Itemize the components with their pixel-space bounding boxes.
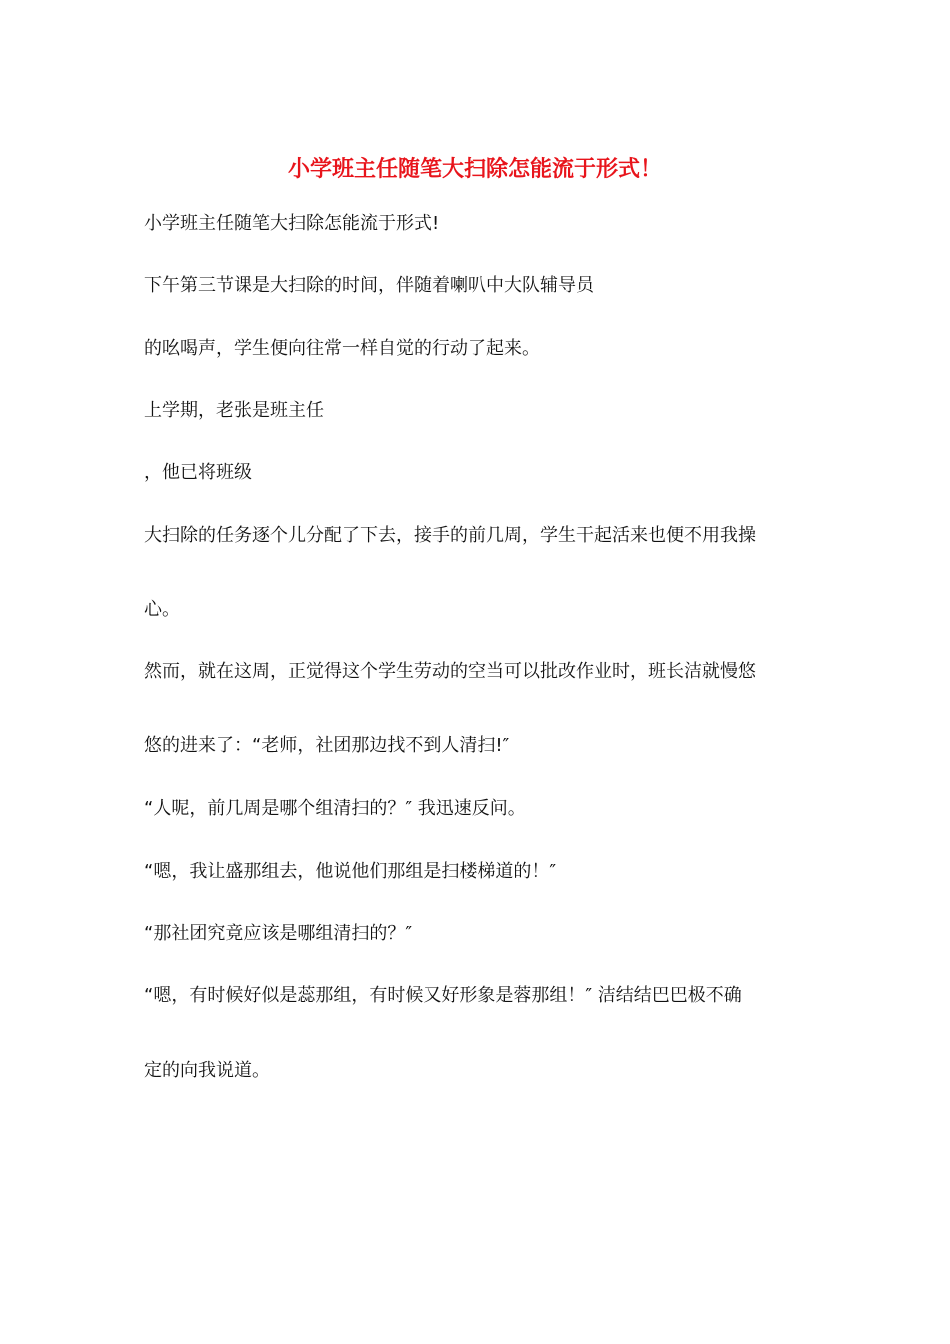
paragraph-line: 定的向我说道。 (144, 1060, 270, 1081)
paragraph-line: “那社团究竟应该是哪组清扫的？″ (144, 923, 413, 944)
paragraph-line: “人呢，前几周是哪个组清扫的？″ 我迅速反问。 (144, 798, 526, 819)
paragraph-line: 的吆喝声，学生便向往常一样自觉的行动了起来。 (144, 338, 540, 359)
paragraph-line: 下午第三节课是大扫除的时间，伴随着喇叭中大队辅导员 (144, 275, 594, 296)
paragraph-line: ，他已将班级 (144, 462, 252, 483)
paragraph-line: 然而，就在这周，正觉得这个学生劳动的空当可以批改作业时，班长洁就慢悠 (144, 661, 756, 682)
paragraph-line: 大扫除的任务逐个儿分配了下去，接手的前几周，学生干起活来也便不用我操 (144, 525, 756, 546)
paragraph-line: “嗯，我让盛那组去，他说他们那组是扫楼梯道的！″ (144, 861, 557, 882)
document-title: 小学班主任随笔大扫除怎能流于形式！ (287, 156, 662, 182)
paragraph-line: 悠的进来了：“老师，社团那边找不到人清扫!″ (144, 735, 510, 756)
paragraph-line: 上学期，老张是班主任 (144, 400, 324, 421)
paragraph-line: “嗯，有时候好似是蕊那组，有时候又好形象是蓉那组！″ 洁结结巴巴极不确 (144, 985, 742, 1006)
paragraph-line: 小学班主任随笔大扫除怎能流于形式! (144, 213, 440, 234)
paragraph-line: 心。 (144, 599, 180, 620)
